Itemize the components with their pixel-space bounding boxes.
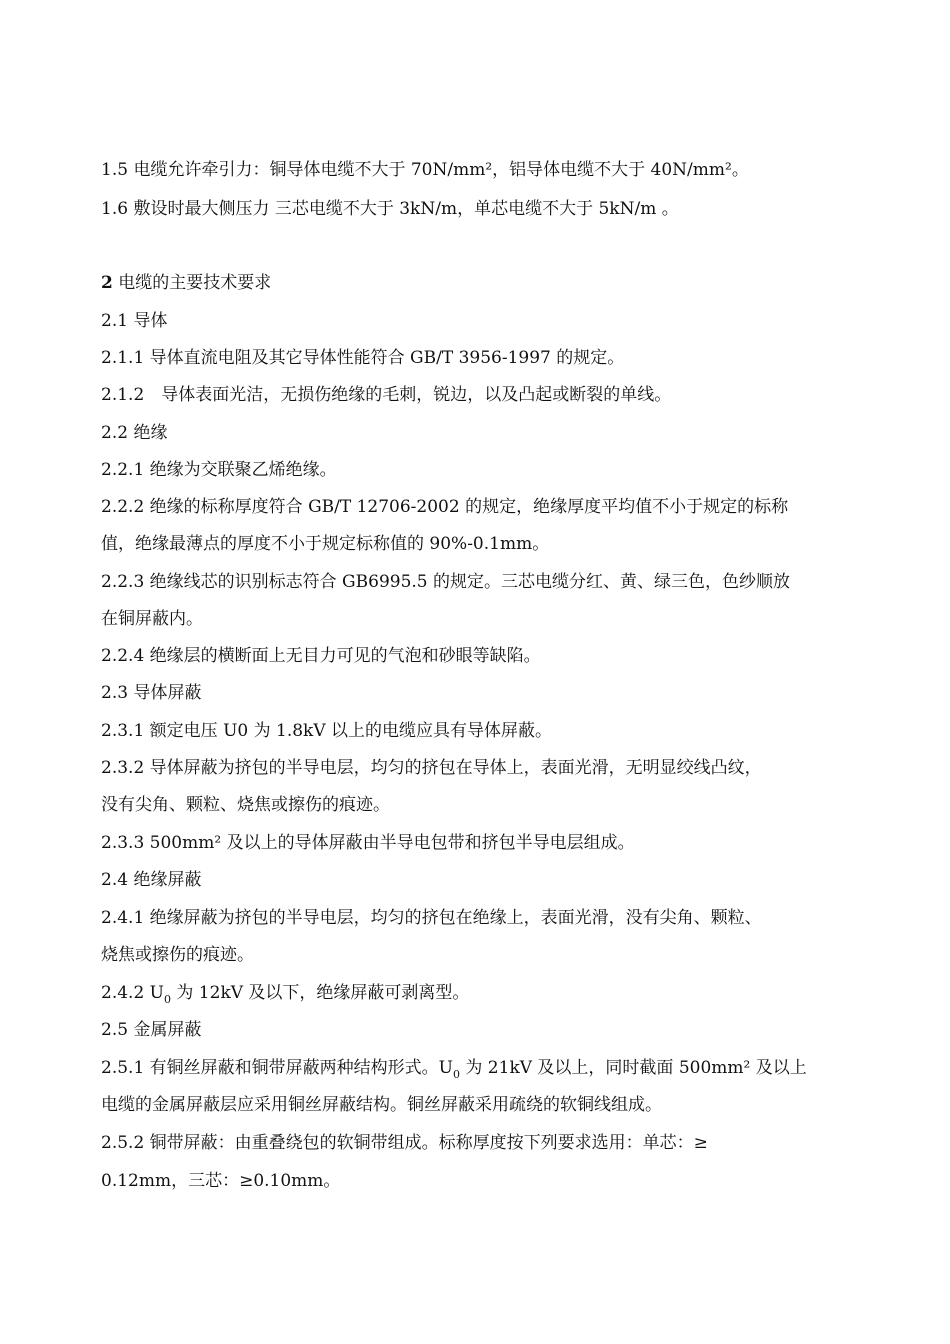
heading-2-2: 2.2 绝缘 <box>101 423 168 443</box>
clause-2-1-2: 2.1.2 导体表面光洁，无损伤绝缘的毛刺，锐边，以及凸起或断裂的单线。 <box>101 385 672 405</box>
section-2-number: 2 <box>101 273 113 293</box>
clause-2-3-2-line-1: 2.3.2 导体屏蔽为挤包的半导电层，均匀的挤包在导体上，表面光滑，无明显绞线凸纹， <box>101 758 762 778</box>
clause-2-4-2-text: 为 12kV 及以下，绝缘屏蔽可剥离型。 <box>171 983 470 1003</box>
clause-2-2-2-line-2: 值，绝缘最薄点的厚度不小于规定标称值的 90%-0.1mm。 <box>101 534 550 554</box>
clause-2-2-1: 2.2.1 绝缘为交联聚乙烯绝缘。 <box>101 460 337 480</box>
clause-2-5-1-text: 为 21kV 及以上，同时截面 500mm² 及以上 <box>460 1058 807 1078</box>
clause-2-2-4: 2.2.4 绝缘层的横断面上无目力可见的气泡和砂眼等缺陷。 <box>101 646 541 666</box>
clause-2-4-1-line-2: 烧焦或擦伤的痕迹。 <box>101 945 254 965</box>
clause-1-5: 1.5 电缆允许牵引力：铜导体电缆不大于 70N/mm²，铝导体电缆不大于 40N/mm²。 <box>101 160 749 180</box>
section-2-heading <box>101 272 271 294</box>
clause-2-5-2-line-1: 2.5.2 铜带屏蔽：由重叠绕包的软铜带组成。标称厚度按下列要求选用：单芯：≥ <box>101 1133 708 1153</box>
clause-1-6: 1.6 敷设时最大侧压力 三芯电缆不大于 3kN/m，单芯电缆不大于 5kN/m 。 <box>101 199 679 219</box>
heading-2-1: 2.1 导体 <box>101 311 168 331</box>
clause-2-3-1: 2.3.1 额定电压 U0 为 1.8kV 以上的电缆应具有导体屏蔽。 <box>101 721 553 741</box>
heading-2-3: 2.3 导体屏蔽 <box>101 683 202 703</box>
clause-2-5-1-line-1 <box>101 1057 807 1079</box>
clause-2-5-1-subscript: 0 <box>453 1068 460 1081</box>
section-2-title: 电缆的主要技术要求 <box>112 273 272 293</box>
clause-2-3-3: 2.3.3 500mm² 及以上的导体屏蔽由半导电包带和挤包半导电层组成。 <box>101 833 635 853</box>
heading-2-4: 2.4 绝缘屏蔽 <box>101 870 202 890</box>
clause-2-4-1-line-1: 2.4.1 绝缘屏蔽为挤包的半导电层，均匀的挤包在绝缘上，表面光滑，没有尖角、颗粒、 <box>101 908 762 928</box>
clause-2-2-3-line-2: 在铜屏蔽内。 <box>101 609 203 629</box>
clause-2-4-2-prefix: 2.4.2 U <box>101 983 164 1003</box>
heading-2-5: 2.5 金属屏蔽 <box>101 1020 202 1040</box>
clause-2-3-2-line-2: 没有尖角、颗粒、烧焦或擦伤的痕迹。 <box>101 795 390 815</box>
clause-2-4-2 <box>101 982 469 1004</box>
clause-2-5-1-line-2: 电缆的金属屏蔽层应采用铜丝屏蔽结构。铜丝屏蔽采用疏绕的软铜线组成。 <box>101 1095 662 1115</box>
clause-2-5-2-line-2: 0.12mm，三芯：≥0.10mm。 <box>101 1171 341 1191</box>
clause-2-4-2-subscript: 0 <box>164 993 171 1006</box>
clause-2-1-1: 2.1.1 导体直流电阻及其它导体性能符合 GB/T 3956-1997 的规定。 <box>101 348 625 368</box>
clause-2-5-1-prefix: 2.5.1 有铜丝屏蔽和铜带屏蔽两种结构形式。U <box>101 1058 453 1078</box>
clause-2-2-2-line-1: 2.2.2 绝缘的标称厚度符合 GB/T 12706-2002 的规定，绝缘厚度平均值不小于规定的标称 <box>101 497 789 517</box>
clause-2-2-3-line-1: 2.2.3 绝缘线芯的识别标志符合 GB6995.5 的规定。三芯电缆分红、黄、绿三色，色纱顺放 <box>101 572 791 592</box>
